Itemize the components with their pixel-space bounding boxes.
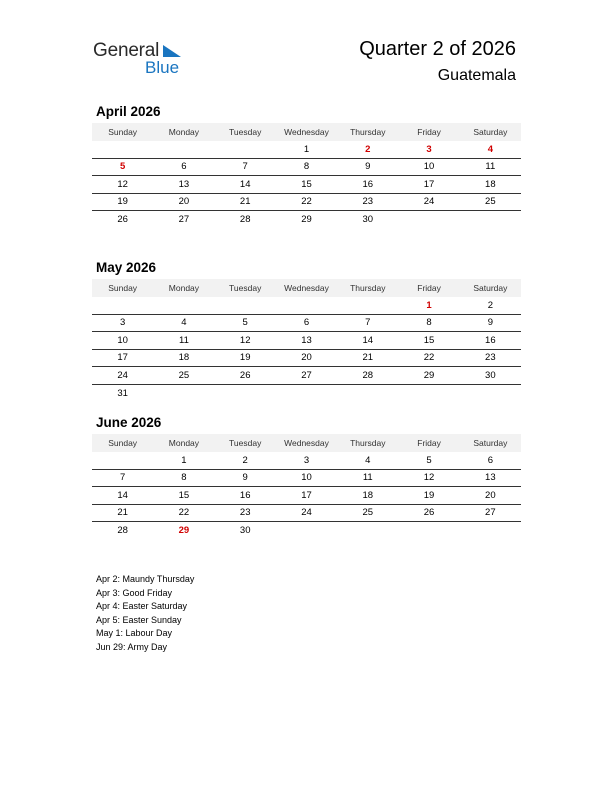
weekday-header-row	[92, 123, 521, 141]
holiday-note: Apr 5: Easter Sunday	[96, 614, 182, 625]
day-cell: 30	[485, 369, 496, 381]
weekday-label: Friday	[417, 438, 441, 448]
month-title: April 2026	[96, 104, 161, 119]
day-cell: 19	[239, 352, 251, 364]
weekday-label: Friday	[417, 127, 441, 137]
day-cell: 11	[178, 334, 189, 346]
day-cell: 16	[362, 178, 374, 190]
day-cell: 5	[242, 317, 248, 329]
day-cell: 11	[485, 161, 496, 173]
holiday-date: 29	[178, 525, 190, 537]
day-cell: 7	[365, 317, 371, 329]
holiday-date: 2	[365, 143, 371, 155]
weekday-label: Saturday	[473, 127, 508, 137]
day-cell: 25	[362, 507, 374, 519]
day-cell: 31	[117, 387, 128, 399]
weekday-label: Wednesday	[284, 438, 329, 448]
day-cell: 20	[178, 196, 190, 208]
week-row	[92, 315, 521, 333]
day-cell: 6	[487, 454, 493, 466]
holiday-note: Apr 2: Maundy Thursday	[96, 574, 195, 584]
day-cell: 23	[485, 352, 496, 364]
day-cell: 19	[117, 196, 128, 208]
weekday-header-row	[92, 434, 521, 452]
day-cell: 5	[426, 454, 432, 466]
day-cell: 4	[181, 317, 187, 329]
weekday-label: Monday	[168, 127, 200, 137]
day-cell: 26	[117, 214, 128, 226]
day-cell: 21	[239, 196, 251, 208]
weekday-label: Sunday	[108, 127, 138, 137]
page-title: Quarter 2 of 2026	[359, 38, 516, 60]
weekday-label: Wednesday	[284, 283, 329, 293]
day-cell: 14	[117, 489, 128, 501]
day-cell: 3	[119, 317, 126, 329]
week-row	[92, 350, 521, 368]
day-cell: 2	[487, 299, 493, 311]
weekday-label: Thursday	[350, 283, 386, 293]
day-cell: 22	[301, 196, 312, 208]
day-cell: 24	[301, 507, 312, 519]
day-cell: 26	[239, 369, 251, 381]
logo-text-blue: Blue	[145, 58, 180, 77]
week-row	[92, 211, 521, 229]
day-cell: 24	[423, 196, 435, 208]
week-row	[92, 505, 521, 523]
day-cell: 25	[485, 196, 496, 208]
week-row	[92, 487, 521, 505]
day-cell: 8	[303, 161, 310, 173]
week-row	[92, 141, 521, 159]
day-cell: 10	[301, 472, 312, 484]
month-may	[92, 260, 521, 402]
day-cell: 27	[485, 507, 496, 519]
weekday-label: Tuesday	[229, 127, 262, 137]
day-cell: 20	[485, 489, 496, 501]
weekday-label: Tuesday	[229, 283, 262, 293]
day-cell: 28	[239, 214, 251, 226]
week-row	[92, 470, 521, 488]
holiday-note: Apr 3: Good Friday	[96, 587, 173, 598]
day-cell: 20	[301, 352, 312, 364]
weekday-label: Wednesday	[284, 127, 329, 137]
day-cell: 27	[178, 214, 190, 226]
day-cell: 10	[117, 334, 128, 346]
generalblue-logo	[93, 40, 193, 80]
day-cell: 29	[423, 369, 435, 381]
day-cell: 8	[181, 472, 187, 484]
day-cell: 30	[362, 214, 374, 226]
day-cell: 12	[117, 178, 128, 190]
week-row	[92, 452, 521, 470]
day-cell: 13	[178, 178, 190, 190]
day-cell: 28	[362, 369, 374, 381]
day-cell: 13	[301, 334, 312, 346]
country-name: Guatemala	[437, 67, 516, 84]
holiday-date: 4	[487, 143, 493, 155]
day-cell: 18	[362, 489, 374, 501]
weekday-label: Tuesday	[229, 438, 262, 448]
month-title: May 2026	[96, 260, 157, 275]
day-cell: 29	[301, 214, 312, 226]
day-cell: 6	[181, 161, 187, 173]
week-row	[92, 332, 521, 350]
day-cell: 11	[362, 472, 373, 484]
day-cell: 12	[239, 334, 251, 346]
weekday-label: Monday	[168, 283, 200, 293]
week-row	[92, 367, 521, 385]
day-cell: 12	[423, 472, 435, 484]
logo-text-general: General	[93, 40, 160, 61]
day-cell: 6	[303, 317, 310, 329]
weekday-label: Monday	[168, 438, 200, 448]
day-cell: 26	[423, 507, 435, 519]
calendar-grid	[92, 434, 521, 540]
week-row	[92, 194, 521, 212]
holiday-date: 5	[119, 161, 126, 173]
day-cell: 4	[365, 454, 371, 466]
day-cell: 9	[365, 161, 371, 173]
holiday-note: Jun 29: Army Day	[96, 641, 168, 652]
holiday-list	[96, 573, 194, 655]
day-cell: 15	[423, 334, 435, 346]
day-cell: 21	[362, 352, 374, 364]
weekday-label: Saturday	[473, 283, 508, 293]
day-cell: 9	[487, 317, 493, 329]
day-cell: 17	[117, 352, 128, 364]
day-cell: 22	[178, 507, 190, 519]
day-cell: 23	[362, 196, 374, 208]
day-cell: 21	[117, 507, 128, 519]
weekday-label: Saturday	[473, 438, 508, 448]
day-cell: 18	[178, 352, 190, 364]
day-cell: 17	[301, 489, 312, 501]
day-cell: 24	[117, 369, 128, 381]
day-cell: 7	[242, 161, 248, 173]
day-cell: 10	[423, 161, 435, 173]
month-june	[92, 415, 521, 540]
week-row	[92, 297, 521, 315]
holiday-note: Apr 4: Easter Saturday	[96, 601, 188, 612]
day-cell: 2	[242, 454, 248, 466]
week-row	[92, 159, 521, 177]
day-cell: 22	[423, 352, 435, 364]
week-row	[92, 385, 521, 403]
month-april	[92, 104, 521, 229]
day-cell: 30	[239, 525, 251, 537]
weekday-label: Thursday	[350, 127, 386, 137]
holiday-note: May 1: Labour Day	[96, 628, 173, 639]
day-cell: 15	[178, 489, 190, 501]
weekday-label: Friday	[417, 283, 441, 293]
weekday-label: Sunday	[108, 438, 138, 448]
day-cell: 15	[301, 178, 312, 190]
week-row	[92, 176, 521, 194]
weekday-label: Sunday	[108, 283, 138, 293]
calendar-grid	[92, 279, 521, 402]
day-cell: 14	[362, 334, 374, 346]
day-cell: 25	[178, 369, 190, 381]
holiday-date: 3	[426, 143, 432, 155]
day-cell: 23	[239, 507, 251, 519]
week-row	[92, 522, 521, 540]
day-cell: 27	[301, 369, 312, 381]
day-cell: 14	[239, 178, 251, 190]
day-cell: 1	[303, 143, 310, 155]
weekday-label: Thursday	[350, 438, 386, 448]
weekday-header-row	[92, 279, 521, 297]
day-cell: 3	[303, 454, 310, 466]
day-cell: 19	[423, 489, 435, 501]
day-cell: 16	[485, 334, 496, 346]
day-cell: 8	[426, 317, 432, 329]
day-cell: 17	[423, 178, 435, 190]
day-cell: 18	[485, 178, 496, 190]
calendar-grid	[92, 123, 521, 229]
day-cell: 16	[239, 489, 251, 501]
day-cell: 7	[119, 472, 126, 484]
month-title: June 2026	[96, 415, 162, 430]
day-cell: 13	[485, 472, 496, 484]
day-cell: 1	[181, 454, 187, 466]
day-cell: 28	[117, 525, 128, 537]
day-cell: 9	[242, 472, 248, 484]
holiday-date: 1	[426, 299, 432, 311]
